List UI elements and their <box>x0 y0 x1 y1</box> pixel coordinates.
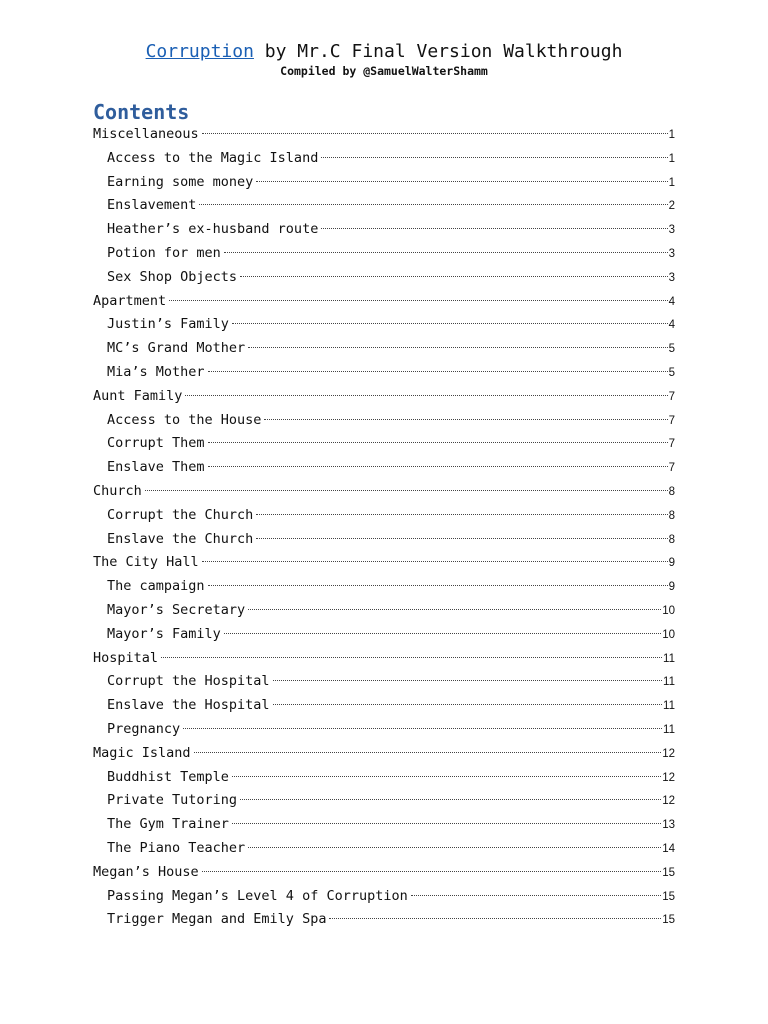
toc-subsection-entry[interactable] <box>93 266 675 290</box>
dot-leader <box>329 917 661 919</box>
toc-entry-label: Megan’s House <box>93 863 199 880</box>
dot-leader <box>161 656 662 658</box>
toc-section-entry[interactable] <box>93 385 675 409</box>
toc-entry-page-number: 8 <box>668 485 675 498</box>
toc-entry-label: Private Tutoring <box>107 792 238 809</box>
dot-leader <box>411 894 661 896</box>
dot-leader <box>194 751 662 753</box>
toc-subsection-entry[interactable] <box>93 218 675 242</box>
toc-subsection-entry[interactable] <box>93 813 675 837</box>
toc-entry-page-number: 8 <box>668 533 675 546</box>
toc-entry-label: Corrupt Them <box>107 435 205 452</box>
toc-entry-page-number: 7 <box>668 438 675 451</box>
toc-subsection-entry[interactable] <box>93 575 675 599</box>
toc-entry-label: The Gym Trainer <box>107 816 229 833</box>
dot-leader <box>240 798 661 800</box>
dot-leader <box>273 679 662 681</box>
toc-entry-page-number: 12 <box>662 771 675 784</box>
contents-heading: Contents <box>93 100 190 124</box>
toc-entry-label: Sex Shop Objects <box>107 268 238 285</box>
toc-subsection-entry[interactable] <box>93 504 675 528</box>
toc-entry-page-number: 11 <box>663 700 675 713</box>
toc-entry-label: Potion for men <box>107 244 221 261</box>
toc-subsection-entry[interactable] <box>93 789 675 813</box>
toc-subsection-entry[interactable] <box>93 147 675 171</box>
toc-entry-page-number: 11 <box>663 723 675 736</box>
toc-entry-label: Apartment <box>93 292 167 309</box>
dot-leader <box>256 513 667 515</box>
toc-entry-page-number: 4 <box>668 319 675 332</box>
dot-leader <box>202 560 668 562</box>
dot-leader <box>169 299 667 301</box>
dot-leader <box>232 322 668 324</box>
toc-entry-page-number: 12 <box>662 795 675 808</box>
dot-leader <box>264 418 667 420</box>
toc-entry-page-number: 5 <box>668 366 675 379</box>
toc-subsection-entry[interactable] <box>93 599 675 623</box>
toc-entry-page-number: 7 <box>668 462 675 475</box>
toc-entry-page-number: 7 <box>668 414 675 427</box>
toc-section-entry[interactable] <box>93 480 675 504</box>
toc-subsection-entry[interactable] <box>93 837 675 861</box>
dot-leader <box>232 822 661 824</box>
toc-entry-label: Enslave Them <box>107 459 205 476</box>
toc-entry-label: Pregnancy <box>107 720 181 737</box>
toc-entry-label: Magic Island <box>93 744 191 761</box>
document-title-block <box>0 40 768 78</box>
toc-subsection-entry[interactable] <box>93 908 675 932</box>
toc-entry-page-number: 1 <box>668 152 675 165</box>
toc-subsection-entry[interactable] <box>93 623 675 647</box>
toc-entry-page-number: 3 <box>668 247 675 260</box>
title-corruption-link[interactable]: Corruption <box>145 41 254 62</box>
toc-section-entry[interactable] <box>93 647 675 671</box>
dot-leader <box>183 727 662 729</box>
toc-entry-page-number: 9 <box>668 581 675 594</box>
toc-entry-page-number: 10 <box>662 628 675 641</box>
toc-subsection-entry[interactable] <box>93 528 675 552</box>
toc-subsection-entry[interactable] <box>93 171 675 195</box>
toc-entry-page-number: 1 <box>668 176 675 189</box>
title-text: by Mr.C Final Version Walkthrough <box>253 41 623 62</box>
dot-leader <box>248 846 661 848</box>
dot-leader <box>208 370 668 372</box>
dot-leader <box>248 346 667 348</box>
table-of-contents <box>93 123 675 932</box>
toc-subsection-entry[interactable] <box>93 694 675 718</box>
toc-entry-label: Corrupt the Hospital <box>107 673 270 690</box>
toc-section-entry[interactable] <box>93 742 675 766</box>
toc-subsection-entry[interactable] <box>93 456 675 480</box>
toc-subsection-entry[interactable] <box>93 361 675 385</box>
toc-entry-label: Access to the Magic Island <box>107 149 319 166</box>
toc-entry-page-number: 7 <box>668 390 675 403</box>
toc-entry-label: Access to the House <box>107 411 262 428</box>
toc-entry-page-number: 4 <box>668 295 675 308</box>
toc-subsection-entry[interactable] <box>93 718 675 742</box>
toc-section-entry[interactable] <box>93 861 675 885</box>
toc-entry-label: Corrupt the Church <box>107 506 254 523</box>
toc-section-entry[interactable] <box>93 123 675 147</box>
toc-entry-page-number: 15 <box>662 866 675 879</box>
compiled-by-subtitle: Compiled by @SamuelWalterShamm <box>280 64 488 78</box>
dot-leader <box>256 180 667 182</box>
toc-entry-label: Church <box>93 482 142 499</box>
dot-leader <box>321 227 667 229</box>
toc-entry-label: Heather’s ex-husband route <box>107 221 319 238</box>
dot-leader <box>240 275 668 277</box>
toc-entry-page-number: 3 <box>668 224 675 237</box>
toc-entry-label: Enslave the Church <box>107 530 254 547</box>
toc-subsection-entry[interactable] <box>93 432 675 456</box>
toc-subsection-entry[interactable] <box>93 313 675 337</box>
toc-entry-page-number: 1 <box>668 129 675 141</box>
toc-entry-page-number: 3 <box>668 271 675 284</box>
toc-entry-label: The Piano Teacher <box>107 839 246 856</box>
dot-leader <box>202 132 668 134</box>
toc-entry-label: Aunt Family <box>93 387 183 404</box>
toc-entry-label: Mia’s Mother <box>107 363 205 380</box>
toc-entry-page-number: 15 <box>662 914 675 927</box>
dot-leader <box>273 703 662 705</box>
toc-subsection-entry[interactable] <box>93 409 675 433</box>
toc-entry-label: Enslavement <box>107 197 197 214</box>
toc-entry-label: Miscellaneous <box>93 126 199 142</box>
toc-entry-label: Hospital <box>93 649 159 666</box>
toc-entry-page-number: 13 <box>662 819 675 832</box>
toc-subsection-entry[interactable] <box>93 885 675 909</box>
dot-leader <box>145 489 668 491</box>
toc-subsection-entry[interactable] <box>93 670 675 694</box>
toc-entry-page-number: 5 <box>668 343 675 356</box>
toc-entry-label: Mayor’s Secretary <box>107 601 246 618</box>
dot-leader <box>232 775 661 777</box>
toc-entry-page-number: 10 <box>662 604 675 617</box>
toc-entry-page-number: 9 <box>668 557 675 570</box>
toc-entry-page-number: 15 <box>662 890 675 903</box>
dot-leader <box>256 537 667 539</box>
toc-entry-label: Trigger Megan and Emily Spa <box>107 911 327 928</box>
toc-subsection-entry[interactable] <box>93 242 675 266</box>
dot-leader <box>224 632 661 634</box>
dot-leader <box>185 394 667 396</box>
toc-entry-label: The campaign <box>107 578 205 595</box>
dot-leader <box>208 584 668 586</box>
dot-leader <box>208 465 668 467</box>
dot-leader <box>248 608 661 610</box>
toc-section-entry[interactable] <box>93 551 675 575</box>
toc-section-entry[interactable] <box>93 290 675 314</box>
toc-entry-page-number: 14 <box>662 842 675 855</box>
toc-entry-label: Justin’s Family <box>107 316 229 333</box>
dot-leader <box>199 203 667 205</box>
toc-entry-label: MC’s Grand Mother <box>107 340 246 357</box>
toc-entry-page-number: 2 <box>668 200 675 213</box>
toc-entry-page-number: 11 <box>663 676 675 689</box>
toc-subsection-entry[interactable] <box>93 337 675 361</box>
toc-entry-label: Enslave the Hospital <box>107 697 270 714</box>
toc-entry-label: Buddhist Temple <box>107 768 229 785</box>
toc-entry-page-number: 8 <box>668 509 675 522</box>
toc-entry-page-number: 11 <box>663 652 675 665</box>
dot-leader <box>202 870 662 872</box>
toc-entry-page-number: 12 <box>662 747 675 760</box>
toc-entry-label: The City Hall <box>93 554 199 571</box>
toc-subsection-entry[interactable] <box>93 766 675 790</box>
document-title <box>0 40 768 64</box>
dot-leader <box>208 441 668 443</box>
dot-leader <box>321 156 667 158</box>
toc-entry-label: Passing Megan’s Level 4 of Corruption <box>107 887 408 904</box>
toc-entry-label: Earning some money <box>107 173 254 190</box>
toc-entry-label: Mayor’s Family <box>107 625 221 642</box>
dot-leader <box>224 251 668 253</box>
toc-subsection-entry[interactable] <box>93 194 675 218</box>
